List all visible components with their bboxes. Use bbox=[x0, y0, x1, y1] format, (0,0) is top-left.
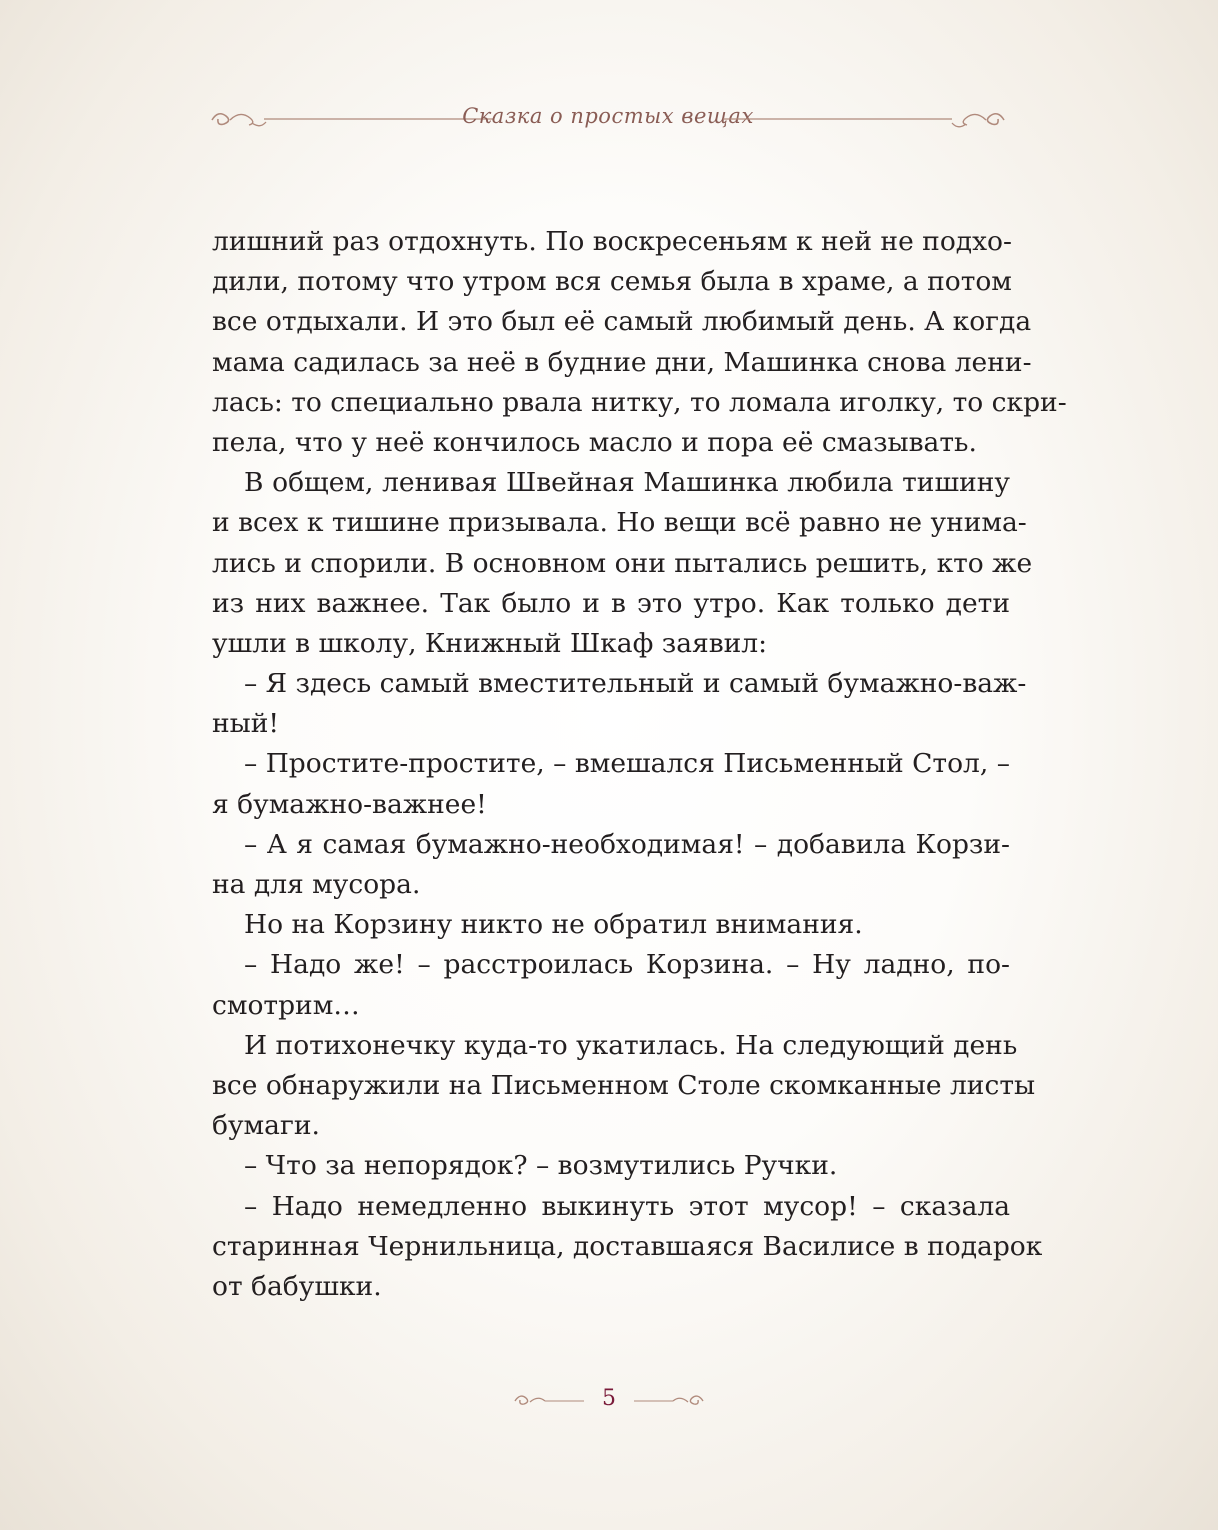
text-line: пела, что у неё кончилось масло и пора её смазывать. bbox=[212, 426, 977, 458]
text-line: дили, потому что утром вся семья была в храме, а потом bbox=[212, 266, 1012, 298]
running-header-title: Сказка о простых вещах bbox=[462, 104, 754, 128]
text-line: Но на Корзину никто не обратил внимания. bbox=[244, 909, 863, 941]
text-line: ный! bbox=[212, 708, 280, 740]
text-line: ушли в школу, Книжный Шкаф заявил: bbox=[212, 627, 768, 659]
text-line: В общем, ленивая Швейная Машинка любила тишину bbox=[244, 467, 1010, 499]
text-line: старинная Чернильница, доставшаяся Василисе в подарок bbox=[212, 1230, 1043, 1262]
text-line: – Простите-простите, – вмешался Письменный Стол, – bbox=[244, 748, 1010, 780]
text-line: смотрим… bbox=[212, 989, 360, 1021]
text-line: от бабушки. bbox=[212, 1270, 382, 1302]
text-line: бумаги. bbox=[212, 1110, 320, 1142]
text-line: все обнаружили на Письменном Столе скомканные листы bbox=[212, 1069, 1036, 1101]
footer-flourish-right-icon bbox=[634, 1390, 706, 1412]
text-line: – А я самая бумажно-необходимая! – добавила Корзи- bbox=[244, 828, 1010, 860]
text-line: я бумажно-важнее! bbox=[212, 788, 487, 820]
text-line: – Надо же! – расстроилась Корзина. – Ну ладно, по- bbox=[244, 949, 1010, 981]
text-line: мама садилась за неё в будние дни, Машинка снова лени- bbox=[212, 346, 1032, 378]
text-line: из них важнее. Так было и в это утро. Как только дети bbox=[212, 587, 1010, 619]
text-line: лишний раз отдохнуть. По воскресеньям к ней не подхо- bbox=[212, 226, 1012, 257]
text-line: лась: то специально рвала нитку, то ломала иголку, то скри- bbox=[212, 386, 1067, 418]
text-line: и всех к тишине призывала. Но вещи всё равно не унима- bbox=[212, 507, 1027, 539]
page-footer bbox=[512, 1386, 706, 1416]
text-line: на для мусора. bbox=[212, 869, 421, 900]
page-number: 5 bbox=[602, 1386, 616, 1411]
text-line: – Что за непорядок? – возмутились Ручки. bbox=[244, 1150, 838, 1182]
body-text bbox=[212, 222, 1067, 1307]
text-line: – Надо немедленно выкинуть этот мусор! – сказала bbox=[244, 1190, 1010, 1222]
flourish-right-icon bbox=[723, 102, 1008, 138]
text-line: все отдыхали. И это был её самый любимый день. А когда bbox=[212, 306, 1032, 338]
text-line: И потихонечку куда-то укатилась. На следующий день bbox=[244, 1029, 1018, 1061]
text-line: – Я здесь самый вместительный и самый бумажно-важ- bbox=[244, 668, 1027, 700]
text-line: лись и спорили. В основном они пытались решить, кто же bbox=[212, 547, 1033, 579]
running-header bbox=[208, 102, 1008, 138]
